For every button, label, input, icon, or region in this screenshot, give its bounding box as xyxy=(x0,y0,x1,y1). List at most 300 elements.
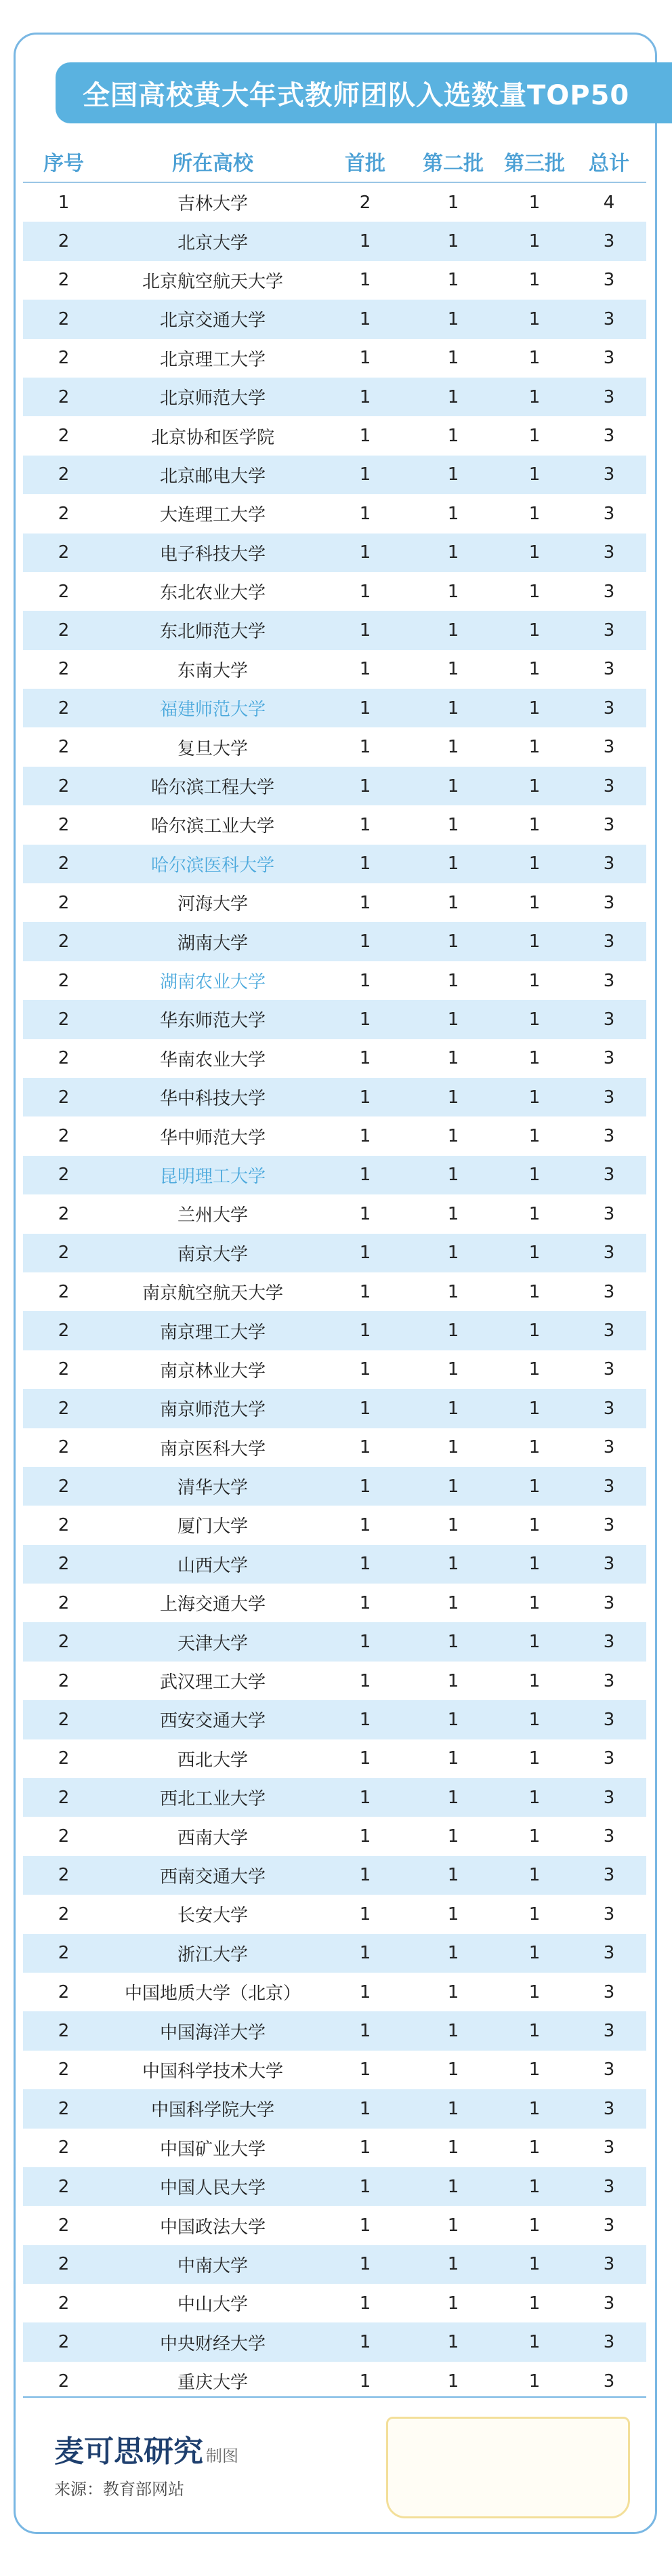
cell-first-batch: 1 xyxy=(359,620,371,641)
cell-rank: 2 xyxy=(58,2137,70,2158)
cell-third-batch: 1 xyxy=(528,1398,541,1419)
cell-third-batch: 1 xyxy=(528,464,541,485)
cell-second-batch: 1 xyxy=(447,348,459,369)
cell-third-batch: 1 xyxy=(528,2176,541,2197)
cell-third-batch: 1 xyxy=(528,1165,541,1186)
cell-second-batch: 1 xyxy=(447,1243,459,1264)
cell-rank: 2 xyxy=(58,1087,70,1108)
cell-total: 3 xyxy=(603,1321,615,1342)
cell-total: 3 xyxy=(603,1787,615,1808)
cell-total: 3 xyxy=(603,1632,615,1653)
cell-third-batch: 1 xyxy=(528,348,541,369)
cell-total: 3 xyxy=(603,1943,615,1964)
cell-second-batch: 1 xyxy=(447,503,459,524)
cell-rank: 2 xyxy=(58,1592,70,1613)
cell-third-batch: 1 xyxy=(528,1632,541,1653)
cell-first-batch: 1 xyxy=(359,426,371,447)
cell-rank: 2 xyxy=(58,2254,70,2275)
cell-university: 西北工业大学 xyxy=(159,1789,266,1810)
cell-first-batch: 1 xyxy=(359,2254,371,2275)
cell-second-batch: 1 xyxy=(447,2293,459,2314)
cell-total: 3 xyxy=(603,1126,615,1147)
cell-rank: 2 xyxy=(58,464,70,485)
cell-total: 3 xyxy=(603,1009,615,1030)
cell-first-batch: 1 xyxy=(359,1592,371,1613)
cell-rank: 2 xyxy=(58,2332,70,2353)
cell-first-batch: 1 xyxy=(359,1981,371,2003)
cell-rank: 2 xyxy=(58,620,70,641)
cell-third-batch: 1 xyxy=(528,853,541,874)
cell-third-batch: 1 xyxy=(528,1048,541,1069)
cell-total: 4 xyxy=(603,192,615,213)
cell-university: 复旦大学 xyxy=(177,738,248,759)
cell-second-batch: 1 xyxy=(447,892,459,913)
cell-first-batch: 1 xyxy=(359,1709,371,1730)
cell-first-batch: 1 xyxy=(359,970,371,991)
table-row xyxy=(23,416,646,455)
cell-total: 3 xyxy=(603,2332,615,2353)
table-row xyxy=(23,1078,646,1116)
cell-rank: 2 xyxy=(58,1554,70,1575)
cell-third-batch: 1 xyxy=(528,1437,541,1458)
table-row xyxy=(23,2051,646,2089)
cell-second-batch: 1 xyxy=(447,1554,459,1575)
table-row xyxy=(23,2245,646,2284)
cell-third-batch: 1 xyxy=(528,1281,541,1302)
table-row xyxy=(23,2284,646,2322)
brand-suffix: 制图 xyxy=(206,2447,238,2466)
cell-total: 3 xyxy=(603,814,615,835)
cell-second-batch: 1 xyxy=(447,931,459,952)
table-row xyxy=(23,1389,646,1428)
cell-second-batch: 1 xyxy=(447,270,459,291)
cell-first-batch: 1 xyxy=(359,1398,371,1419)
cell-first-batch: 1 xyxy=(359,464,371,485)
table-row xyxy=(23,845,646,883)
cell-university: 华中科技大学 xyxy=(159,1089,266,1110)
cell-total: 3 xyxy=(603,620,615,641)
cell-first-batch: 1 xyxy=(359,2137,371,2158)
table-row xyxy=(23,883,646,922)
table-row xyxy=(23,1272,646,1311)
cell-second-batch: 1 xyxy=(447,2098,459,2119)
cell-rank: 2 xyxy=(58,542,70,563)
cell-second-batch: 1 xyxy=(447,1981,459,2003)
cell-rank: 2 xyxy=(58,1476,70,1497)
cell-university: 东北师范大学 xyxy=(159,622,266,643)
cell-second-batch: 1 xyxy=(447,1592,459,1613)
table-row xyxy=(23,1467,646,1506)
cell-first-batch: 1 xyxy=(359,1476,371,1497)
cell-rank: 2 xyxy=(58,1865,70,1886)
cell-university: 中国海洋大学 xyxy=(159,2022,266,2043)
cell-university: 中国人民大学 xyxy=(159,2178,266,2199)
cell-total: 3 xyxy=(603,737,615,758)
table-row xyxy=(23,767,646,805)
cell-second-batch: 1 xyxy=(447,1514,459,1535)
cell-total: 3 xyxy=(603,1748,615,1769)
cell-third-batch: 1 xyxy=(528,1243,541,1264)
cell-total: 3 xyxy=(603,853,615,874)
cell-university: 河海大学 xyxy=(177,894,248,915)
cell-second-batch: 1 xyxy=(447,464,459,485)
table-row xyxy=(23,1973,646,2011)
cell-second-batch: 1 xyxy=(447,1048,459,1069)
cell-third-batch: 1 xyxy=(528,1826,541,1847)
cell-total: 3 xyxy=(603,503,615,524)
header-university: 所在高校 xyxy=(172,152,253,176)
cell-second-batch: 1 xyxy=(447,853,459,874)
cell-rank: 2 xyxy=(58,853,70,874)
cell-university: 电子科技大学 xyxy=(159,544,266,565)
cell-total: 3 xyxy=(603,464,615,485)
table-row xyxy=(23,222,646,260)
cell-third-batch: 1 xyxy=(528,1981,541,2003)
table-row xyxy=(23,2011,646,2050)
cell-second-batch: 1 xyxy=(447,231,459,252)
cell-first-batch: 2 xyxy=(359,192,371,213)
cell-rank: 2 xyxy=(58,1748,70,1769)
table-row xyxy=(23,2089,646,2128)
cell-second-batch: 1 xyxy=(447,1359,459,1380)
brand-logo xyxy=(54,2427,238,2470)
cell-second-batch: 1 xyxy=(447,1398,459,1419)
table-row xyxy=(23,1700,646,1739)
brand-name: 麦可思研究 xyxy=(54,2434,203,2469)
cell-first-batch: 1 xyxy=(359,1359,371,1380)
cell-third-batch: 1 xyxy=(528,2021,541,2042)
cell-first-batch: 1 xyxy=(359,2098,371,2119)
cell-total: 3 xyxy=(603,2254,615,2275)
cell-third-batch: 1 xyxy=(528,426,541,447)
cell-third-batch: 1 xyxy=(528,659,541,680)
table-row xyxy=(23,339,646,378)
table-row xyxy=(23,1545,646,1584)
cell-rank: 1 xyxy=(58,192,70,213)
cell-first-batch: 1 xyxy=(359,581,371,602)
cell-third-batch: 1 xyxy=(528,1203,541,1224)
cell-first-batch: 1 xyxy=(359,503,371,524)
cell-first-batch: 1 xyxy=(359,1554,371,1575)
cell-total: 3 xyxy=(603,1981,615,2003)
cell-second-batch: 1 xyxy=(447,2059,459,2080)
table-row xyxy=(23,183,646,222)
cell-university: 厦门大学 xyxy=(177,1516,248,1537)
cell-third-batch: 1 xyxy=(528,737,541,758)
cell-rank: 2 xyxy=(58,1904,70,1925)
table-row xyxy=(23,1622,646,1661)
table-row xyxy=(23,1116,646,1155)
cell-total: 3 xyxy=(603,2293,615,2314)
cell-first-batch: 1 xyxy=(359,386,371,407)
table-row xyxy=(23,378,646,416)
table-row xyxy=(23,1895,646,1933)
cell-second-batch: 1 xyxy=(447,426,459,447)
table-row xyxy=(23,572,646,611)
cell-first-batch: 1 xyxy=(359,1514,371,1535)
cell-university: 中国科学院大学 xyxy=(150,2100,274,2121)
cell-university: 北京大学 xyxy=(177,233,248,254)
table-row xyxy=(23,534,646,572)
cell-university: 中央财经大学 xyxy=(159,2333,266,2354)
cell-university: 东北农业大学 xyxy=(159,583,266,604)
cell-rank: 2 xyxy=(58,2176,70,2197)
cell-second-batch: 1 xyxy=(447,2371,459,2392)
cell-second-batch: 1 xyxy=(447,1165,459,1186)
cell-third-batch: 1 xyxy=(528,1709,541,1730)
cell-third-batch: 1 xyxy=(528,1943,541,1964)
cell-third-batch: 1 xyxy=(528,2293,541,2314)
cell-rank: 2 xyxy=(58,1437,70,1458)
table-row xyxy=(23,727,646,766)
cell-second-batch: 1 xyxy=(447,1865,459,1886)
cell-rank: 2 xyxy=(58,2059,70,2080)
cell-university: 中国矿业大学 xyxy=(159,2139,266,2160)
cell-total: 3 xyxy=(603,386,615,407)
table-row xyxy=(23,261,646,300)
header-second-batch: 第二批 xyxy=(423,152,484,176)
cell-university: 福建师范大学 xyxy=(159,700,266,721)
table-row xyxy=(23,689,646,727)
table-row xyxy=(23,300,646,338)
cell-university: 华东师范大学 xyxy=(159,1011,266,1032)
cell-second-batch: 1 xyxy=(447,620,459,641)
cell-third-batch: 1 xyxy=(528,892,541,913)
table-row xyxy=(23,2129,646,2167)
cell-university: 西南大学 xyxy=(177,1828,248,1849)
cell-rank: 2 xyxy=(58,892,70,913)
table-row xyxy=(23,1506,646,1544)
cell-rank: 2 xyxy=(58,2021,70,2042)
cell-first-batch: 1 xyxy=(359,1826,371,1847)
cell-university: 重庆大学 xyxy=(177,2373,248,2394)
cell-university: 中国政法大学 xyxy=(159,2217,266,2238)
cell-second-batch: 1 xyxy=(447,1904,459,1925)
cell-first-batch: 1 xyxy=(359,270,371,291)
cell-first-batch: 1 xyxy=(359,2021,371,2042)
table-row xyxy=(23,1934,646,1973)
cell-rank: 2 xyxy=(58,2293,70,2314)
cell-total: 3 xyxy=(603,581,615,602)
cell-rank: 2 xyxy=(58,1048,70,1069)
cell-third-batch: 1 xyxy=(528,1670,541,1691)
cell-total: 3 xyxy=(603,1904,615,1925)
cell-third-batch: 1 xyxy=(528,1359,541,1380)
cell-rank: 2 xyxy=(58,737,70,758)
table-row xyxy=(23,1156,646,1194)
cell-university: 中南大学 xyxy=(177,2255,248,2276)
cell-third-batch: 1 xyxy=(528,1321,541,1342)
cell-total: 3 xyxy=(603,2176,615,2197)
cell-first-batch: 1 xyxy=(359,2059,371,2080)
cell-second-batch: 1 xyxy=(447,814,459,835)
cell-total: 3 xyxy=(603,1476,615,1497)
cell-first-batch: 1 xyxy=(359,2215,371,2236)
table-row xyxy=(23,922,646,961)
cell-first-batch: 1 xyxy=(359,814,371,835)
cell-total: 3 xyxy=(603,776,615,797)
cell-total: 3 xyxy=(603,1437,615,1458)
cell-third-batch: 1 xyxy=(528,1554,541,1575)
cell-third-batch: 1 xyxy=(528,308,541,329)
cell-total: 3 xyxy=(603,2215,615,2236)
cell-rank: 2 xyxy=(58,386,70,407)
cell-university: 大连理工大学 xyxy=(159,505,266,526)
cell-rank: 2 xyxy=(58,426,70,447)
cell-first-batch: 1 xyxy=(359,853,371,874)
cell-university: 南京医科大学 xyxy=(159,1438,266,1460)
cell-rank: 2 xyxy=(58,270,70,291)
cell-third-batch: 1 xyxy=(528,2371,541,2392)
cell-university: 西南交通大学 xyxy=(159,1866,266,1887)
cell-first-batch: 1 xyxy=(359,1670,371,1691)
cell-rank: 2 xyxy=(58,931,70,952)
cell-first-batch: 1 xyxy=(359,892,371,913)
cell-total: 3 xyxy=(603,426,615,447)
cell-first-batch: 1 xyxy=(359,2332,371,2353)
cell-university: 南京理工大学 xyxy=(159,1322,266,1343)
cell-rank: 2 xyxy=(58,1981,70,2003)
cell-third-batch: 1 xyxy=(528,581,541,602)
cell-rank: 2 xyxy=(58,814,70,835)
cell-third-batch: 1 xyxy=(528,2137,541,2158)
cell-third-batch: 1 xyxy=(528,270,541,291)
cell-university: 中山大学 xyxy=(177,2295,248,2316)
cell-rank: 2 xyxy=(58,1943,70,1964)
cell-total: 3 xyxy=(603,2371,615,2392)
cell-second-batch: 1 xyxy=(447,1787,459,1808)
cell-total: 3 xyxy=(603,2021,615,2042)
cell-first-batch: 1 xyxy=(359,1281,371,1302)
cell-rank: 2 xyxy=(58,2098,70,2119)
cell-university: 北京理工大学 xyxy=(159,349,266,370)
cell-first-batch: 1 xyxy=(359,1243,371,1264)
cell-first-batch: 1 xyxy=(359,542,371,563)
table-row xyxy=(23,650,646,689)
cell-first-batch: 1 xyxy=(359,1009,371,1030)
cell-second-batch: 1 xyxy=(447,1476,459,1497)
cell-university: 南京航空航天大学 xyxy=(142,1283,283,1304)
cell-third-batch: 1 xyxy=(528,1126,541,1147)
cell-total: 3 xyxy=(603,1281,615,1302)
cell-total: 3 xyxy=(603,2059,615,2080)
cell-university: 山西大学 xyxy=(177,1555,248,1576)
cell-rank: 2 xyxy=(58,1670,70,1691)
cell-first-batch: 1 xyxy=(359,931,371,952)
cell-university: 南京林业大学 xyxy=(159,1361,266,1382)
table-row xyxy=(23,2362,646,2400)
cell-total: 3 xyxy=(603,348,615,369)
cell-university: 南京师范大学 xyxy=(159,1400,266,1421)
cell-third-batch: 1 xyxy=(528,1748,541,1769)
cell-total: 3 xyxy=(603,1554,615,1575)
cell-second-batch: 1 xyxy=(447,970,459,991)
cell-third-batch: 1 xyxy=(528,1865,541,1886)
cell-first-batch: 1 xyxy=(359,2371,371,2392)
cell-rank: 2 xyxy=(58,1281,70,1302)
cell-total: 3 xyxy=(603,1203,615,1224)
cell-rank: 2 xyxy=(58,348,70,369)
cell-total: 3 xyxy=(603,1514,615,1535)
table-row xyxy=(23,2206,646,2245)
table-row xyxy=(23,1856,646,1895)
source-note: 来源：教育部网站 xyxy=(54,2480,184,2499)
cell-total: 3 xyxy=(603,1359,615,1380)
cell-total: 3 xyxy=(603,1087,615,1108)
cell-rank: 2 xyxy=(58,1826,70,1847)
cell-first-batch: 1 xyxy=(359,1748,371,1769)
cell-second-batch: 1 xyxy=(447,698,459,719)
table-row xyxy=(23,1194,646,1233)
cell-third-batch: 1 xyxy=(528,231,541,252)
cell-third-batch: 1 xyxy=(528,2215,541,2236)
cell-first-batch: 1 xyxy=(359,1787,371,1808)
cell-rank: 2 xyxy=(58,1632,70,1653)
header-rank: 序号 xyxy=(43,152,84,176)
cell-second-batch: 1 xyxy=(447,737,459,758)
page-title: 全国高校黄大年式教师团队入选数量TOP50 xyxy=(83,79,630,111)
cell-second-batch: 1 xyxy=(447,1943,459,1964)
table-row xyxy=(23,494,646,533)
cell-university: 西安交通大学 xyxy=(159,1711,266,1732)
cell-second-batch: 1 xyxy=(447,1670,459,1691)
cell-total: 3 xyxy=(603,1048,615,1069)
cell-second-batch: 1 xyxy=(447,2021,459,2042)
cell-rank: 2 xyxy=(58,231,70,252)
decorative-frame xyxy=(386,2417,630,2518)
cell-first-batch: 1 xyxy=(359,1632,371,1653)
cell-total: 3 xyxy=(603,2137,615,2158)
cell-second-batch: 1 xyxy=(447,581,459,602)
cell-third-batch: 1 xyxy=(528,1592,541,1613)
cell-total: 3 xyxy=(603,2098,615,2119)
cell-second-batch: 1 xyxy=(447,1826,459,1847)
cell-university: 湖南大学 xyxy=(177,933,248,954)
cell-third-batch: 1 xyxy=(528,2098,541,2119)
cell-total: 3 xyxy=(603,698,615,719)
cell-rank: 2 xyxy=(58,1165,70,1186)
table-row xyxy=(23,1428,646,1467)
cell-university: 上海交通大学 xyxy=(159,1594,266,1615)
cell-first-batch: 1 xyxy=(359,659,371,680)
cell-university: 清华大学 xyxy=(177,1478,248,1499)
cell-third-batch: 1 xyxy=(528,931,541,952)
cell-university: 吉林大学 xyxy=(177,194,248,215)
cell-third-batch: 1 xyxy=(528,2254,541,2275)
cell-first-batch: 1 xyxy=(359,1437,371,1458)
table-row xyxy=(23,2322,646,2361)
cell-third-batch: 1 xyxy=(528,542,541,563)
cell-second-batch: 1 xyxy=(447,1087,459,1108)
header-first-batch: 首批 xyxy=(345,152,385,176)
cell-total: 3 xyxy=(603,659,615,680)
table-row xyxy=(23,1662,646,1700)
cell-second-batch: 1 xyxy=(447,2254,459,2275)
cell-second-batch: 1 xyxy=(447,2176,459,2197)
cell-second-batch: 1 xyxy=(447,1709,459,1730)
cell-first-batch: 1 xyxy=(359,1943,371,1964)
cell-rank: 2 xyxy=(58,776,70,797)
cell-rank: 2 xyxy=(58,659,70,680)
table-row xyxy=(23,805,646,844)
cell-second-batch: 1 xyxy=(447,2215,459,2236)
cell-university: 北京交通大学 xyxy=(159,310,266,331)
table-row xyxy=(23,1039,646,1078)
cell-third-batch: 1 xyxy=(528,814,541,835)
cell-second-batch: 1 xyxy=(447,1009,459,1030)
cell-rank: 2 xyxy=(58,503,70,524)
cell-third-batch: 1 xyxy=(528,386,541,407)
